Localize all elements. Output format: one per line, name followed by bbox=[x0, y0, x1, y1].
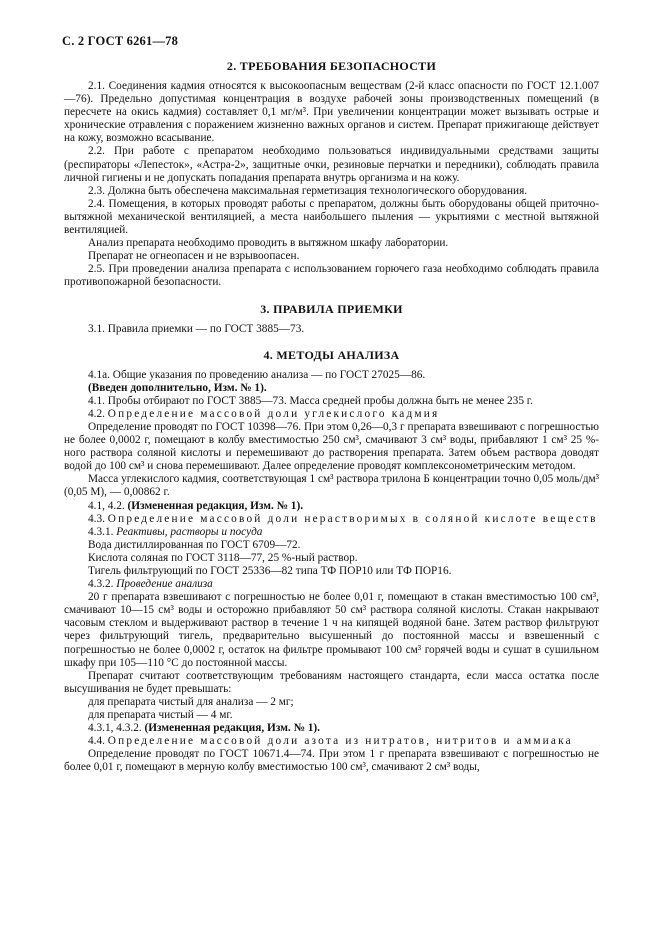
section-2-title: 2. ТРЕБОВАНИЯ БЕЗОПАСНОСТИ bbox=[226, 59, 437, 73]
para-2-2: 2.2. При работе с препаратом необходимо пользоваться индивидуальными средствами защиты (респираторы «Лепесток», «Астра-2», защитные очки, резиновые перчатки и передники), соблюдать правила личной гигиены и не допускать попадания препарата внутрь организма и на кожу. bbox=[64, 145, 599, 184]
reagent-water: Вода дистиллированная по ГОСТ 6709—72. bbox=[88, 538, 301, 551]
para-2-4-fire: Препарат не огнеопасен и не взрывоопасен. bbox=[88, 250, 300, 263]
amendment-ref: 4.1, 4.2. bbox=[88, 499, 125, 512]
heading-4-3-1-num: 4.3.1. bbox=[88, 525, 114, 538]
heading-4-3-1-title: Реактивы, растворы и посуда bbox=[116, 525, 263, 538]
para-4-4-method: Определение проводят по ГОСТ 10671.4—74. При этом 1 г препарата взвешивают с погрешностью не более 0,01 г, помещают в мерную колбу вместимостью 100 см³, смачивают 2 см³ воды, bbox=[64, 748, 599, 774]
para-4-3-2-criteria: Препарат считают соответствующим требованиям настоящего стандарта, если масса остатка после высушивания не будет превышать: bbox=[64, 669, 599, 695]
criteria-pure-grade: для препарата чистый — 4 мг. bbox=[88, 709, 233, 722]
section-3-title: 3. ПРАВИЛА ПРИЕМКИ bbox=[260, 301, 403, 316]
heading-4-3-2 bbox=[64, 578, 599, 591]
amendment-ref-4-3: 4.3.1, 4.3.2. bbox=[88, 722, 142, 735]
heading-4-4-title: Определение массовой доли азота из нитратов, нитритов и аммиака bbox=[107, 735, 573, 748]
heading-4-4-num: 4.4. bbox=[88, 735, 105, 748]
para-2-5: 2.5. При проведении анализа препарата с использованием горючего газа необходимо соблюдать правила противопожарной безопасности. bbox=[64, 263, 599, 289]
heading-4-2-num: 4.2. bbox=[88, 407, 105, 420]
amendment-text: (Измененная редакция, Изм. № 1). bbox=[127, 499, 304, 512]
heading-4-3-title: Определение массовой доли нерастворимых в соляной кислоте веществ bbox=[107, 512, 598, 525]
document-page bbox=[64, 34, 599, 775]
para-2-1: 2.1. Соединения кадмия относятся к высокоопасным веществам (2-й класс опасности по ГОСТ 12.1.007—76). Предельно допустимая концентрация в воздухе рабочей зоны производственных помещений (в пересчете на окись кадмия) составляет 0,1 мг/м³. При увеличении концентрации может вызывать острые и хронические отравления с поражением жизненно важных органов и систем. Препарат прижигающе действует на кожу, возможно всасывание. bbox=[64, 80, 599, 145]
para-4-1a: 4.1а. Общие указания по проведению анализа — по ГОСТ 27025—86. bbox=[88, 368, 426, 381]
para-3-1: 3.1. Правила приемки — по ГОСТ 3885—73. bbox=[88, 322, 305, 335]
page-header: С. 2 ГОСТ 6261—78 bbox=[62, 34, 179, 48]
criteria-analytical-grade: для препарата чистый для анализа — 2 мг; bbox=[88, 695, 294, 708]
amendment-text-4-3: (Измененная редакция, Изм. № 1). bbox=[144, 722, 320, 735]
heading-4-2 bbox=[64, 408, 599, 421]
heading-4-2-title: Определение массовой доли углекислого кадмия bbox=[107, 407, 440, 420]
heading-4-3-1 bbox=[64, 526, 599, 539]
para-4-2-method: Определение проводят по ГОСТ 10398—76. При этом 0,26—0,3 г препарата взвешивают с погрешностью не более 0,0002 г, помещают в колбу вместимостью 250 см³, смачивают 3 см³ воды, прибавляют 1 см³ 25 %-ного раствора соляной кислоты и перемешивают до растворения препарата. Затем объем раствора доводят водой до 100 см³ и снова перемешивают. Далее определение проводят комплексонометрическим методом. bbox=[64, 420, 599, 473]
heading-4-4 bbox=[64, 735, 599, 748]
section-4-title: 4. МЕТОДЫ АНАЛИЗА bbox=[263, 347, 400, 362]
amendment-note-4-1-4-2 bbox=[64, 500, 599, 513]
heading-4-3 bbox=[64, 513, 599, 526]
para-4-3-2-procedure: 20 г препарата взвешивают с погрешностью не более 0,01 г, помещают в стакан вместимостью 100 см³, смачивают 10—15 см³ воды и осторожно прибавляют 50 см³ раствора соляной кислоты. Стакан накрывают часовым стеклом и выдерживают раствор в течение 1 ч на кипящей водяной бане. Затем раствор фильтруют через фильтрующий тигель, предварительно высушенный до постоянной массы и взвешенный с погрешностью не более 0,0002 г, остаток на фильтре промывают 100 см³ горячей воды и сушат в сушильном шкафу при 105—110 °С до постоянной массы. bbox=[64, 591, 599, 669]
reagent-crucible: Тигель фильтрующий по ГОСТ 25336—82 типа ТФ ПОР10 или ТФ ПОР16. bbox=[88, 565, 452, 577]
para-2-4-analysis: Анализ препарата необходимо проводить в вытяжном шкафу лаборатории. bbox=[88, 237, 449, 250]
para-2-4: 2.4. Помещения, в которых проводят работы с препаратом, должны быть оборудованы общей приточно-вытяжной механической вентиляцией, а места наибольшего пыления — укрытиями с местной вытяжной вентиляцией. bbox=[64, 197, 599, 237]
heading-4-3-num: 4.3. bbox=[88, 512, 105, 525]
amendment-note-4-3 bbox=[64, 722, 599, 735]
heading-4-3-2-num: 4.3.2. bbox=[88, 578, 114, 591]
para-2-3: 2.3. Должна быть обеспечена максимальная герметизация технологического оборудования. bbox=[88, 184, 528, 197]
amendment-note-4-1a: (Введен дополнительно, Изм. № 1). bbox=[88, 381, 267, 394]
para-4-1: 4.1. Пробы отбирают по ГОСТ 3885—73. Масса средней пробы должна быть не менее 235 г. bbox=[88, 394, 533, 407]
reagent-acid: Кислота соляная по ГОСТ 3118—77, 25 %-ный раствор. bbox=[88, 551, 358, 564]
para-4-2-mass: Масса углекислого кадмия, соответствующая 1 см³ раствора трилона Б концентрации точно 0,05 моль/дм³ (0,05 М), — 0,00862 г. bbox=[64, 473, 599, 499]
heading-4-3-2-title: Проведение анализа bbox=[116, 578, 213, 591]
